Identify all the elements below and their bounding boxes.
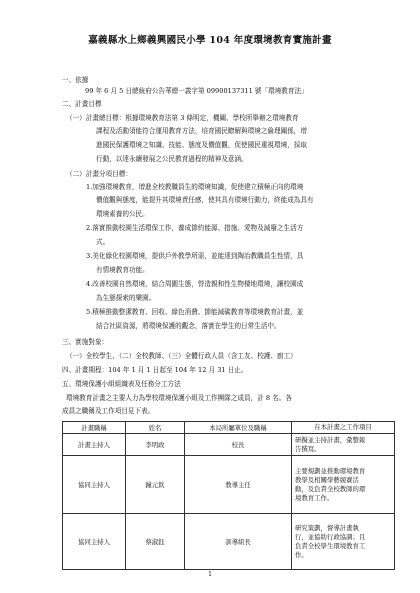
section-5-intro: 成員之職稱及工作項目見下表。 [62,407,155,415]
section-3-body: （一）全校學生、（二）全校教師、（三）全體行政人員（含工友、校護、廚工） [66,352,297,360]
goal-overall-line: 行動，以達永續發展之公民教育過程的精神及意涵。 [96,155,248,163]
cell-role: 計畫主持人 [63,434,126,456]
table-row [63,514,395,570]
goal-item-line: 2.落實推動校園生活環保工作，養成節約能源、措施、愛物及減廢之生活方 [86,224,304,232]
goal-item-line: 1.加強環境教育，增進全校教職員生的環境知識，促使建立積極正向的環境 [86,183,304,191]
goal-item-line: 價值觀與態度，能提升其環境責任感，使其具有環境行動力，終能成為具有 [96,196,314,204]
cell-position: 教導主任 [185,456,292,514]
section-5-intro: 環境教育計畫之主要人力為學校環境保護小組及工作團隊之成員，計 8 名。各 [66,394,292,402]
cell-work-line: 行，並協助行政協調；且 [295,532,366,541]
table-row [63,434,395,456]
section-1-body: 99 年 6 月 5 日總統府公告華總一義字第 09900137311 號「環境教育法」 [85,87,308,95]
table-header: 姓名 [126,422,185,434]
goal-overall-line: 進國民保護環境之知識、技能、態度及價值觀，促使國民重視環境，採取 [96,141,307,149]
cell-work-line: 告撰寫。 [295,444,321,453]
cell-work-line: 動，及負責全校教師的環 [295,484,366,493]
section-1-heading: 一、依據 [62,76,89,84]
goal-item-line: 5.積極推動整潔教育、回收、綠色消費、節能減碳教育等環境教育計畫，並 [86,308,304,316]
cell-name: 蔡淑鈺 [126,514,185,570]
table-header: 本局所屬單位及職稱 [185,422,292,434]
cell-work-line: 研究策劃，督導計畫執 [295,523,359,532]
goal-item-line: 環境素養的公民。 [96,210,149,218]
staff-table [62,421,395,570]
section-2-heading: 二、計畫目標 [62,100,102,108]
document-title: 嘉義縣水上鄉義興國民小學 104 年度環境教育實施計畫 [88,35,332,46]
goal-overall-line: （一）計畫總目標：根據環境教育法第 3 條明定，機關、學校所舉辦之環境教育 [66,114,299,122]
cell-position: 校長 [185,434,292,456]
table-header: 計畫職稱 [63,422,126,434]
cell-work [292,434,395,456]
table-header-row [63,422,395,434]
section-3-heading: 三、實施對象： [62,338,109,346]
goal-sub-heading: （二）計畫分項目標： [66,170,132,178]
cell-work-line: 境教育工作。 [295,493,334,502]
goal-item-line: 3.美化綠化校園環境，提供戶外教學所需，並能達到陶冶教職員生性情，具 [86,252,304,260]
cell-work-line: 作。 [295,550,308,559]
goal-item-line: 式。 [96,238,110,246]
cell-name: 鐘元欽 [126,456,185,514]
table-header: 在本計畫之工作項目 [292,422,395,434]
cell-work-line: 負責全校學生環境教育工 [295,541,366,550]
goal-item-line: 結合社區資源，將環境保護的觀念，落實在學生的日常生活中。 [96,322,281,330]
section-5-heading: 五、環境保護小組組織表及任務分工方法 [62,380,181,388]
goal-item-line: 有情境教育功能。 [96,266,149,274]
cell-role: 協同主持人 [63,514,126,570]
cell-position: 訓導組長 [185,514,292,570]
cell-name: 李明政 [126,434,185,456]
goal-item-line: 4.改善校園自然環境，結合周圍生態，營造親和性生物棲地環境，讓校園成 [86,280,304,288]
section-4-line: 四、計畫期程：104 年 1 月 1 日起至 104 年 12 月 31 日止。 [62,366,248,374]
cell-work-line: 主要規劃並推動環境教育 [295,466,366,475]
cell-work-line: 教學及相關學藝競賽活 [295,475,359,484]
page-number: 1 [208,571,212,578]
goal-overall-line: 課程及活動須能符合運用教育方法，培育國民瞭解與環境之倫理關係，增 [96,127,307,135]
cell-role: 協同主持人 [63,456,126,514]
cell-work [292,456,395,514]
goal-item-line: 為生態探索的樂園。 [96,294,156,302]
cell-work-line: 研擬並主持計畫，彙整報 [295,435,366,444]
table-row [63,456,395,514]
cell-work [292,514,395,570]
